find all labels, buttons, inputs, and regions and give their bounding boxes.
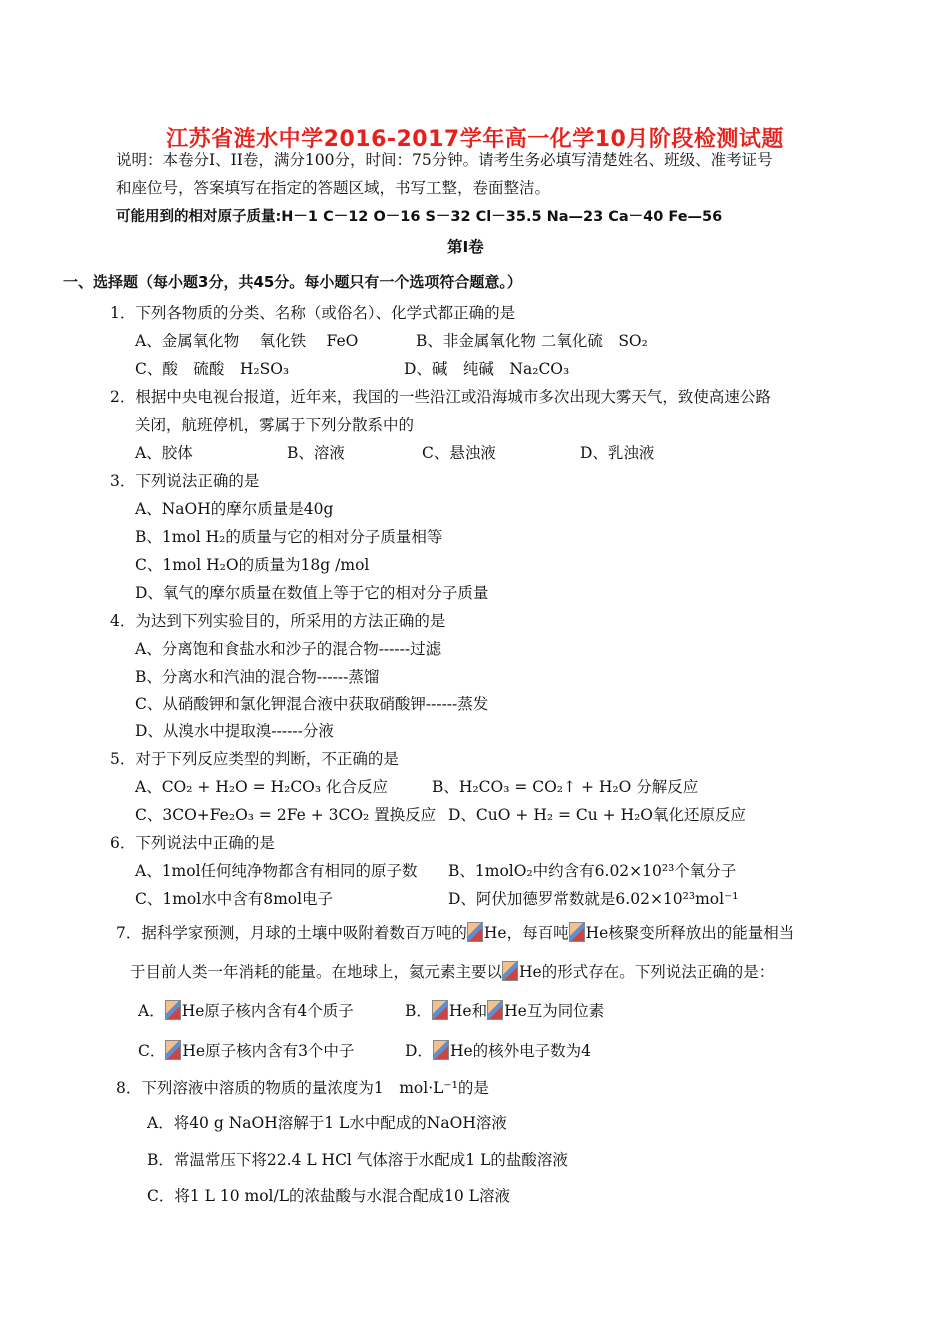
atomic-masses: 可能用到的相对原子质量:H－1 C－12 O－16 S－32 Cl－35.5 Na—23 Ca－40 Fe—56 (116, 209, 723, 225)
helium-isotope-image-icon (165, 1000, 181, 1020)
q5-stem: 5．对于下列反应类型的判断，不正确的是 (110, 750, 399, 768)
q3-option-b: B、1mol H₂的质量与它的相对分子质量相等 (135, 528, 443, 546)
q7-option-b-label: B． (405, 1002, 432, 1020)
q7-option-c (138, 1040, 354, 1061)
intro-line-2: 和座位号，答案填写在指定的答题区域，书写工整，卷面整洁。 (116, 179, 551, 197)
q6-option-a: A、1mol任何纯净物都含有相同的原子数 (135, 862, 418, 880)
helium-isotope-image-icon (467, 922, 483, 942)
q1-option-a: A、金属氧化物 氧化铁 FeO (135, 332, 359, 350)
helium-isotope-image-icon (487, 1000, 503, 1020)
q3-option-a: A、NaOH的摩尔质量是40g (135, 500, 334, 518)
q6-option-b: B、1molO₂中约含有6.02×10²³个氧分子 (448, 862, 737, 880)
q1-option-d: D、碱 纯碱 Na₂CO₃ (404, 360, 570, 378)
part1-heading: 一、选择题（每小题3分，共45分。每小题只有一个选项符合题意。） (63, 273, 522, 291)
q2-option-c: C、悬浊液 (422, 444, 496, 462)
intro-line-1: 说明：本卷分I、II卷，满分100分，时间：75分钟。请考生务必填写清楚姓名、班级、准考证号 (116, 151, 773, 169)
q7-stem-part-1: 7．据科学家预测，月球的土壤中吸附着数百万吨的 (116, 924, 467, 942)
q2-stem-line-2: 关闭，航班停机，雾属于下列分散系中的 (135, 416, 415, 434)
q7-option-a (138, 1000, 354, 1021)
q5-option-b: B、H₂CO₃ = CO₂↑ + H₂O 分解反应 (432, 778, 699, 796)
q2-option-d: D、乳浊液 (580, 444, 655, 462)
q8-option-c: C．将1 L 10 mol/L的浓盐酸与水混合配成10 L溶液 (147, 1187, 510, 1205)
q4-option-a: A、分离饱和食盐水和沙子的混合物------过滤 (135, 640, 442, 658)
q4-option-c: C、从硝酸钾和氯化钾混合液中获取硝酸钾------蒸发 (135, 695, 489, 713)
q2-option-a: A、胶体 (135, 444, 193, 462)
q7-option-a-label: A． (138, 1002, 165, 1020)
q4-option-b: B、分离水和汽油的混合物------蒸馏 (135, 668, 380, 686)
q5-option-c: C、3CO+Fe₂O₃ = 2Fe + 3CO₂ 置换反应 (135, 806, 437, 824)
section-title: 第Ⅰ卷 (447, 238, 484, 256)
q7-stem-line-2 (130, 961, 774, 982)
q7-option-c-text: He原子核内含有3个中子 (182, 1042, 355, 1060)
q1-option-c: C、酸 硫酸 H₂SO₃ (135, 360, 290, 378)
helium-isotope-image-icon (502, 961, 518, 981)
q1-option-b: B、非金属氧化物 二氧化硫 SO₂ (416, 332, 648, 350)
q7-option-b (405, 1000, 604, 1021)
q7-option-d (405, 1040, 591, 1061)
helium-isotope-image-icon (569, 922, 585, 942)
q2-stem-line-1: 2．根据中央电视台报道，近年来，我国的一些沿江或沿海城市多次出现大雾天气，致使高速公路 (110, 388, 771, 406)
q3-option-d: D、氧气的摩尔质量在数值上等于它的相对分子质量 (135, 584, 489, 602)
helium-isotope-image-icon (432, 1000, 448, 1020)
q7-option-b-text-2: He互为同位素 (504, 1002, 605, 1020)
q7-option-d-label: D． (405, 1042, 433, 1060)
q5-option-d: D、CuO + H₂ = Cu + H₂O氧化还原反应 (448, 806, 747, 824)
q8-option-b: B．常温常压下将22.4 L HCl 气体溶于水配成1 L的盐酸溶液 (147, 1151, 568, 1169)
q6-option-d: D、阿伏加德罗常数就是6.02×10²³mol⁻¹ (448, 890, 739, 908)
q1-stem: 1．下列各物质的分类、名称（或俗名）、化学式都正确的是 (110, 304, 516, 322)
exam-title: 江苏省涟水中学2016-2017学年高一化学10月阶段检测试题 (166, 127, 784, 152)
q4-stem: 4．为达到下列实验目的，所采用的方法正确的是 (110, 612, 446, 630)
q7-option-a-text: He原子核内含有4个质子 (181, 1002, 354, 1020)
q7-option-d-text: He的核外电子数为4 (449, 1042, 591, 1060)
q7-stem-line-1 (116, 922, 794, 943)
q6-stem: 6．下列说法中正确的是 (110, 834, 275, 852)
q7-stem-part-5: He的形式存在。下列说法正确的是： (519, 963, 775, 981)
q7-stem-part-4: 于目前人类一年消耗的能量。在地球上，氦元素主要以 (130, 963, 503, 981)
q8-stem: 8．下列溶液中溶质的物质的量浓度为1 mol·L⁻¹的是 (116, 1079, 489, 1097)
q7-option-c-label: C． (138, 1042, 166, 1060)
helium-isotope-image-icon (165, 1040, 181, 1060)
q4-option-d: D、从溴水中提取溴------分液 (135, 722, 334, 740)
q3-stem: 3．下列说法正确的是 (110, 472, 260, 490)
q7-stem-part-2: He，每百吨 (483, 924, 569, 942)
q2-option-b: B、溶液 (287, 444, 345, 462)
q3-option-c: C、1mol H₂O的质量为18g /mol (135, 556, 370, 574)
q7-stem-part-3: He核聚变所释放出的能量相当 (585, 924, 795, 942)
q7-option-b-text-1: He和 (448, 1002, 488, 1020)
q5-option-a: A、CO₂ + H₂O = H₂CO₃ 化合反应 (135, 778, 389, 796)
q6-option-c: C、1mol水中含有8mol电子 (135, 890, 334, 908)
helium-isotope-image-icon (433, 1040, 449, 1060)
q8-option-a: A．将40 g NaOH溶解于1 L水中配成的NaOH溶液 (147, 1114, 507, 1132)
